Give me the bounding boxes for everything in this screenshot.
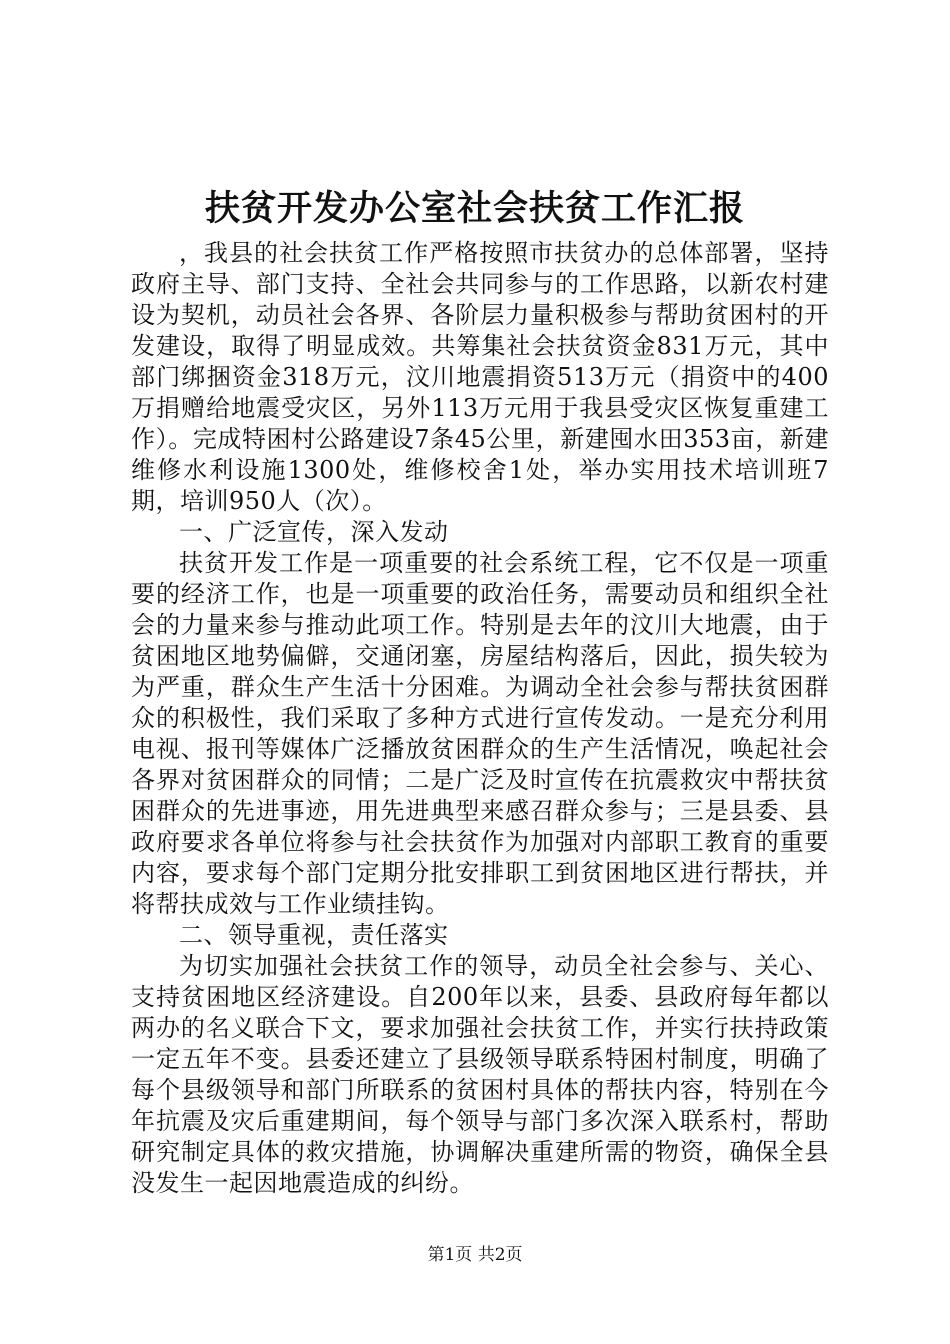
page-footer: 第1页 共2页 (427, 1245, 523, 1265)
section-heading-2: 二、领导重视，责任落实 (179, 921, 449, 949)
document-title: 扶贫开发办公室社会扶贫工作汇报 (204, 188, 745, 229)
section-1-paragraph: 扶贫开发工作是一项重要的社会系统工程，它不仅是一项重要的经济工作，也是一项重要的政治任务，需要动员和组织全社会的力量来参与推动此项工作。特别是去年的汶川大地震，由于贫困地区地势偏僻，交通闭塞，房屋结构落后，因此，损失较为为严重，群众生产生活十分困难。为调动全社会参与帮扶贫困群众的积极性，我们采取了多种方式进行宣传发动。一是充分利用电视、报刊等媒体广泛播放贫困群众的生产生活情况，唤起社会各界对贫困群众的同情；二是广泛及时宣传在抗震救灾中帮扶贫困群众的先进事迹，用先进典型来感召群众参与；三是县委、县政府要求各单位将参与社会扶贫作为加强对内部职工教育的重要内容，要求每个部门定期分批安排职工到贫困地区进行帮扶，并将帮扶成效与工作业绩挂钩。 (131, 549, 829, 918)
document-body (131, 238, 829, 1199)
section-2-paragraph: 为切实加强社会扶贫工作的领导，动员全社会参与、关心、支持贫困地区经济建设。自200年以来，县委、县政府每年都以两办的名义联合下文，要求加强社会扶贫工作，并实行扶持政策一定五年不变。县委还建立了县级领导联系特困村制度，明确了每个县级领导和部门所联系的贫困村具体的帮扶内容，特别在今年抗震及灾后重建期间，每个领导与部门多次深入联系村，帮助研究制定具体的救灾措施，协调解决重建所需的物资，确保全县没发生一起因地震造成的纠纷。 (131, 952, 829, 1197)
section-heading-1: 一、广泛宣传，深入发动 (179, 518, 449, 546)
intro-paragraph: ，我县的社会扶贫工作严格按照市扶贫办的总体部署，坚持政府主导、部门支持、全社会共同参与的工作思路，以新农村建设为契机，动员社会各界、各阶层力量积极参与帮助贫困村的开发建设，取得了明显成效。共筹集社会扶贫资金831万元，其中部门绑捆资金318万元，汶川地震捐资513万元（捐资中的400万捐赠给地震受灾区，另外113万元用于我县受灾区恢复重建工作）。完成特困村公路建设7条45公里，新建囤水田353亩，新建维修水利设施1300处，维修校舍1处，举办实用技术培训班7期，培训950人（次）。 (131, 239, 829, 515)
